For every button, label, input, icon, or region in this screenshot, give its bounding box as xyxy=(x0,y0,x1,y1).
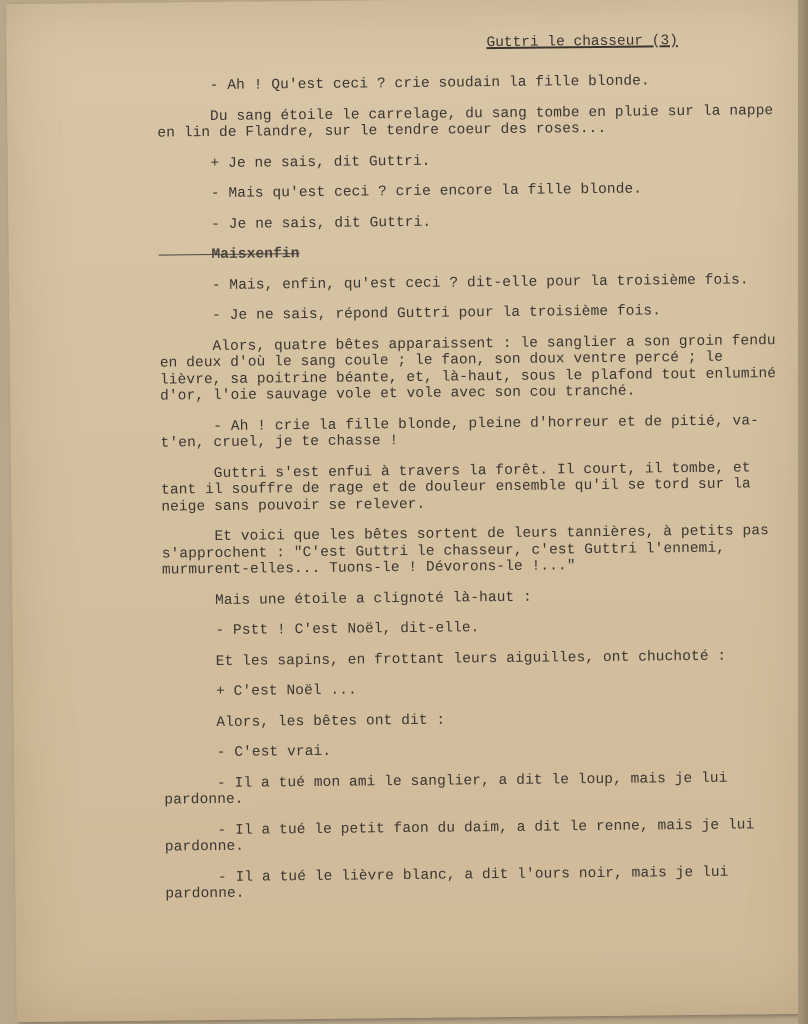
paragraph-5: - Je ne sais, dit Guttri. xyxy=(158,214,432,234)
struck-out-word: Maisxenfin xyxy=(158,246,300,264)
paragraph-14: Et les sapins, en frottant leurs aiguilles, ont chuchoté : xyxy=(162,648,727,671)
page-body xyxy=(157,72,786,917)
paragraph-2: Du sang étoile le carrelage, du sang tombe en pluie sur la nappe en lin de Flandre, sur le tendre coeur des roses... xyxy=(157,102,783,142)
paragraph-3: + Je ne sais, dit Guttri. xyxy=(157,153,431,173)
paragraph-20: - Il a tué le lièvre blanc, a dit l'ours noir, mais je lui pardonne. xyxy=(165,864,738,903)
paragraph-15: + C'est Noël ... xyxy=(163,682,357,701)
paragraph-17: - C'est vrai. xyxy=(163,743,332,762)
paragraph-10: Guttri s'est enfui à travers la forêt. Il court, il tombe, et tant il souffre de rage et de douleur ensemble qu'il se tord sur la neige sans pouvoir se relever. xyxy=(160,459,760,516)
paragraph-6: - Mais, enfin, qu'est ceci ? dit-elle pour la troisième fois. xyxy=(158,271,749,295)
paragraph-16: Alors, les bêtes ont dit : xyxy=(163,712,446,732)
paragraph-18: - Il a tué mon ami le sanglier, a dit le loup, mais je lui pardonne. xyxy=(164,770,737,809)
background-edge xyxy=(798,0,808,1024)
paragraph-7: - Je ne sais, répond Guttri pour la troisième fois. xyxy=(159,303,662,325)
paragraph-11: Et voici que les bêtes sortent de leurs tannières, à petits pas s'approchent : "C'est Guttri le chasseur, c'est Guttri l'ennemi, murmurent-elles... Tuons-le ! Dévorons-le !..." xyxy=(161,523,778,579)
paragraph-8: Alors, quatre bêtes apparaissent : le sanglier a son groin fendu en deux d'où le sang coule ; le faon, son doux ventre percé ; le lièvre, sa poitrine béante, et, là-haut, sous le plafond tout enluminé d'or, l'oie sauvage vole et vole avec son cou tranché. xyxy=(159,332,785,405)
page-header: Guttri le chasseur (3) xyxy=(486,33,678,52)
paragraph-9: - Ah ! crie la fille blonde, pleine d'horreur et de pitié, va-t'en, cruel, je te chasse ! xyxy=(160,412,760,452)
typewritten-page xyxy=(6,0,808,1022)
paragraph-1: - Ah ! Qu'est ceci ? crie soudain la fille blonde. xyxy=(156,73,650,95)
paragraph-4: - Mais qu'est ceci ? crie encore la fille blonde. xyxy=(157,181,643,203)
paragraph-13: - Pstt ! C'est Noël, dit-elle. xyxy=(162,620,480,640)
paragraph-12: Mais une étoile a clignoté là-haut : xyxy=(162,589,533,610)
paragraph-19: - Il a tué le petit faon du daim, a dit le renne, mais je lui pardonne. xyxy=(164,816,764,856)
